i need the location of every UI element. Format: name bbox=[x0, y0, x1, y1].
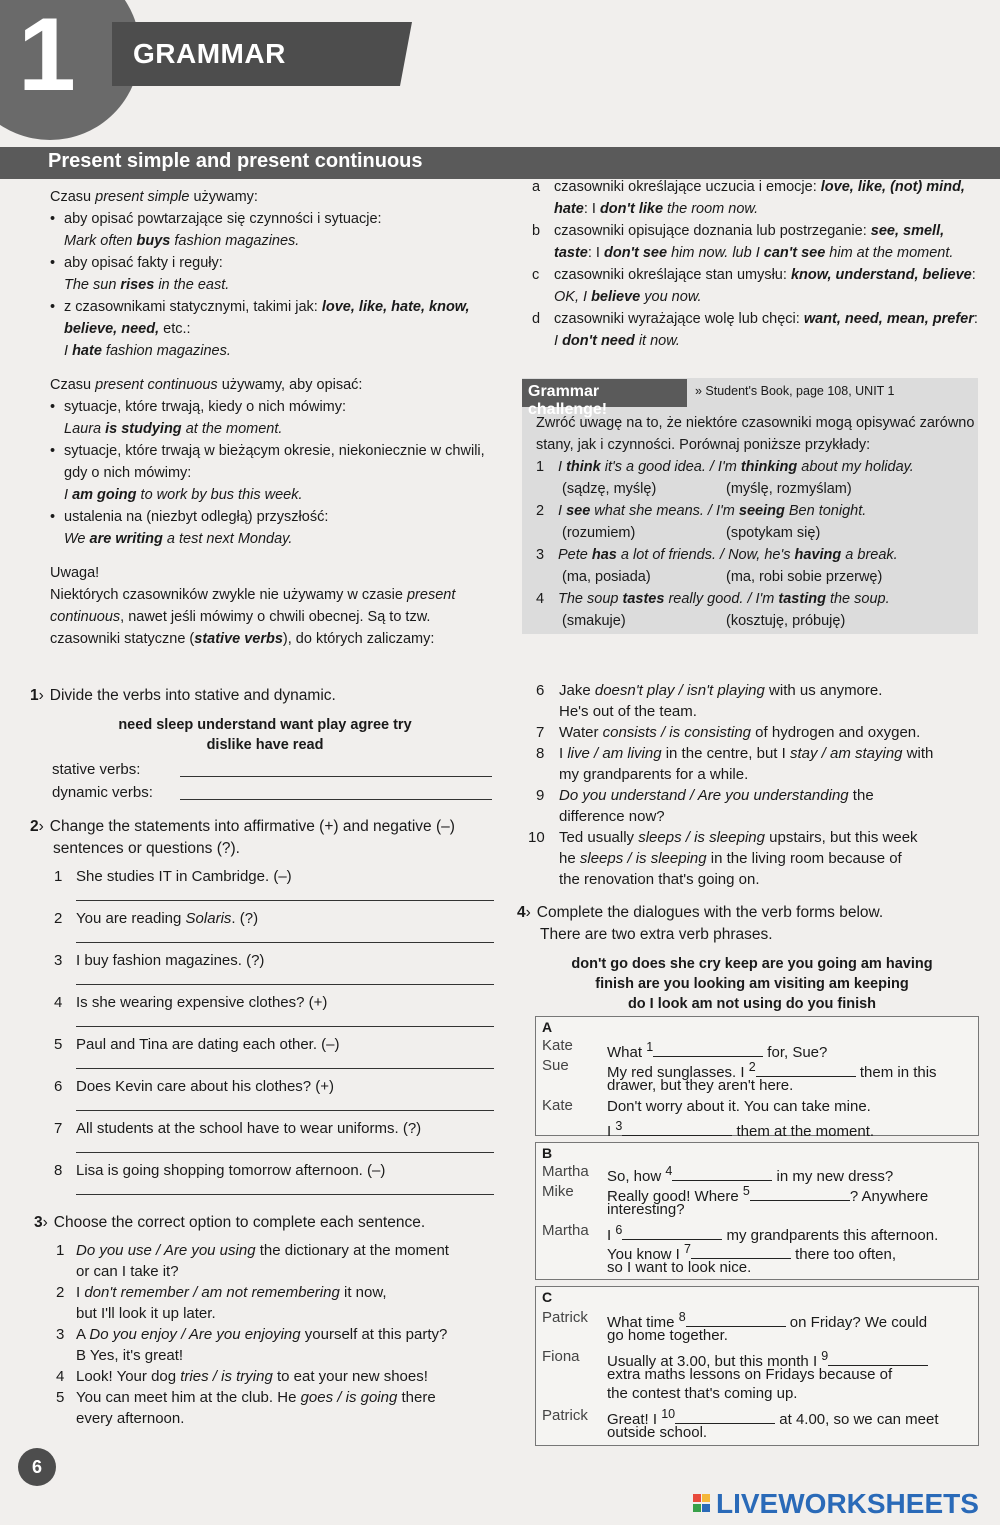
ex3-item-6[interactable]: 6 Jake doesn't play / isn't playing with us anymore. bbox=[536, 682, 883, 699]
challenge-item: 3 Pete has a lot of friends. / Now, he's having a break. bbox=[536, 547, 898, 563]
rule-b1: • aby opisać powtarzające się czynności i sytuacje: bbox=[50, 208, 485, 230]
stative-d: d czasowniki wyrażające wolę lub chęci: want, need, mean, prefer: bbox=[532, 311, 978, 327]
example-c2: I am going to work by bus this week. bbox=[64, 487, 303, 503]
exercise-4 bbox=[517, 902, 987, 1014]
ex3-item-2-cont: but I'll look it up later. bbox=[76, 1305, 216, 1322]
ex3-item-4[interactable]: 4 Look! Your dog tries / is trying to eat your new shoes! bbox=[56, 1368, 428, 1385]
gap-6[interactable] bbox=[622, 1226, 722, 1240]
section-title: Present simple and present continuous bbox=[48, 150, 423, 172]
dynamic-verbs-line[interactable] bbox=[180, 799, 492, 800]
dialogue-line: Really good! Where $^5$ ? Anywhere bbox=[607, 1184, 929, 1205]
cont-heading: Czasu present continuous używamy, aby opisać: bbox=[50, 377, 363, 393]
page-number: 6 bbox=[18, 1448, 56, 1486]
dialogue-line: outside school. bbox=[607, 1424, 708, 1441]
stative-a: a czasowniki określające uczucia i emocje: love, like, (not) mind, bbox=[532, 179, 965, 195]
dialogue-line: drawer, but they aren't here. bbox=[607, 1077, 794, 1094]
ex3-item-3-cont: B Yes, it's great! bbox=[76, 1347, 184, 1364]
dialogue-line: I $^3$ them at the moment. bbox=[607, 1119, 875, 1140]
challenge-item: 2 I see what she means. / I'm seeing Ben tonight. bbox=[536, 503, 867, 519]
gap-5[interactable] bbox=[750, 1187, 850, 1201]
challenge-content bbox=[536, 412, 975, 632]
ex1-instruction: 1› Divide the verbs into stative and dynamic. bbox=[30, 687, 336, 704]
stative-verbs-row: stative verbs: bbox=[30, 759, 500, 780]
ex3-item-1[interactable]: 1 Do you use / Are you using the dictionary at the moment bbox=[56, 1242, 449, 1259]
dialogue-a bbox=[535, 1016, 979, 1140]
note-line-1: Niektórych czasowników zwykle nie używamy w czasie present bbox=[50, 587, 456, 603]
stative-c: c czasowniki określające stan umysłu: know, understand, believe: bbox=[532, 267, 976, 283]
exercise-2 bbox=[30, 816, 500, 1202]
liveworksheets-logo[interactable]: LIVEWORKSHEETS bbox=[716, 1488, 979, 1519]
ex3-item-10-cont2: the renovation that's going on. bbox=[559, 871, 760, 888]
speaker: Fiona bbox=[542, 1348, 580, 1365]
ex3-item-2[interactable]: 2 I don't remember / am not remembering it now, bbox=[56, 1284, 387, 1301]
answer-line[interactable] bbox=[76, 1152, 494, 1153]
ex3-item-9-cont: difference now? bbox=[559, 808, 665, 825]
stative-b: b czasowniki opisujące doznania lub postrzeganie: see, smell, bbox=[532, 223, 945, 239]
unit-number: 1 bbox=[18, 0, 76, 113]
dialogue-line: Don't worry about it. You can take mine. bbox=[607, 1098, 871, 1115]
rule-b2: • aby opisać fakty i reguły: bbox=[50, 252, 485, 274]
students-book-ref: » Student's Book, page 108, UNIT 1 bbox=[695, 384, 895, 398]
rule-c2: • sytuacje, które trwają w bieżącym okresie, niekoniecznie w chwili, bbox=[50, 440, 485, 462]
dialogue-line: You know I $^7$ there too often, bbox=[607, 1242, 897, 1263]
rule-b3-cont: believe, need, etc.: bbox=[64, 321, 191, 337]
speaker: Kate bbox=[542, 1097, 573, 1114]
ex2-item: 8 Lisa is going shopping tomorrow afternoon. (–) bbox=[30, 1160, 500, 1202]
ex4-instruction-2: There are two extra verb phrases. bbox=[540, 926, 773, 943]
example-c1: Laura is studying at the moment. bbox=[64, 421, 283, 437]
liveworksheets-logo-icon bbox=[692, 1492, 712, 1516]
ex3-item-8[interactable]: 8 I live / am living in the centre, but I stay / am staying with bbox=[536, 745, 934, 762]
ex3-item-5[interactable]: 5 You can meet him at the club. He goes / is going there bbox=[56, 1389, 436, 1406]
ex3-item-7[interactable]: 7 Water consists / is consisting of hydrogen and oxygen. bbox=[536, 724, 921, 741]
ex3-item-6-cont: He's out of the team. bbox=[559, 703, 697, 720]
answer-line[interactable] bbox=[76, 1110, 494, 1111]
gap-4[interactable] bbox=[672, 1167, 772, 1181]
ex4-word-bank-1: don't go does she cry keep are you going am having bbox=[571, 956, 933, 972]
gap-10[interactable] bbox=[675, 1410, 775, 1424]
ex2-item: 5 Paul and Tina are dating each other. (–) bbox=[30, 1034, 500, 1076]
exercise-1 bbox=[30, 685, 500, 803]
ex3-item-10-cont: he sleeps / is sleeping in the living room because of bbox=[559, 850, 902, 867]
example-b3: I hate fashion magazines. bbox=[64, 343, 231, 359]
gap-2[interactable] bbox=[756, 1063, 856, 1077]
dialogue-b-letter: B bbox=[542, 1145, 553, 1161]
dynamic-verbs-row: dynamic verbs: bbox=[30, 782, 500, 803]
ex2-items bbox=[30, 866, 500, 1202]
ex3-item-9[interactable]: 9 Do you understand / Are you understanding the bbox=[536, 787, 874, 804]
ex2-item: 4 Is she wearing expensive clothes? (+) bbox=[30, 992, 500, 1034]
unit-title: GRAMMAR bbox=[133, 38, 286, 69]
ex3-item-1-cont: or can I take it? bbox=[76, 1263, 179, 1280]
challenge-gloss: (sądzę, myślę) (myślę, rozmyślam) bbox=[562, 481, 852, 497]
answer-line[interactable] bbox=[76, 984, 494, 985]
speaker: Martha bbox=[542, 1222, 589, 1239]
right-intro bbox=[532, 176, 978, 352]
answer-line[interactable] bbox=[76, 942, 494, 943]
example-b2: The sun rises in the east. bbox=[64, 277, 230, 293]
simple-heading: Czasu present simple używamy: bbox=[50, 189, 258, 205]
left-intro bbox=[50, 186, 485, 650]
answer-line[interactable] bbox=[76, 900, 494, 901]
example-c3: We are writing a test next Monday. bbox=[64, 531, 293, 547]
note-line-3: czasowniki statyczne (stative verbs), do których zaliczamy: bbox=[50, 631, 435, 647]
stative-c-ex: OK, I believe you now. bbox=[554, 289, 702, 305]
gap-7[interactable] bbox=[691, 1245, 791, 1259]
dialogue-line: the contest that's coming up. bbox=[607, 1385, 798, 1402]
gap-8[interactable] bbox=[686, 1313, 786, 1327]
stative-a-ex: hate: I don't like the room now. bbox=[554, 201, 759, 217]
ex4-word-bank-2: finish are you looking am visiting am keeping bbox=[595, 976, 909, 992]
dialogue-line: extra maths lessons on Fridays because of bbox=[607, 1366, 893, 1383]
gap-1[interactable] bbox=[653, 1043, 763, 1057]
ex2-item: 2 You are reading Solaris. (?) bbox=[30, 908, 500, 950]
ex2-instruction-2: sentences or questions (?). bbox=[53, 840, 240, 857]
challenge-gloss: (ma, posiada) (ma, robi sobie przerwę) bbox=[562, 569, 883, 585]
dialogue-b bbox=[535, 1142, 979, 1280]
ex3-items-right bbox=[528, 680, 986, 890]
answer-line[interactable] bbox=[76, 1026, 494, 1027]
gap-9[interactable] bbox=[828, 1352, 928, 1366]
dialogue-line: I $^6$ my grandparents this afternoon. bbox=[607, 1223, 939, 1244]
example-b1: Mark often buys fashion magazines. bbox=[64, 233, 300, 249]
challenge-gloss: (rozumiem) (spotykam się) bbox=[562, 525, 821, 541]
ex3-items-left bbox=[34, 1240, 504, 1429]
stative-d-ex: I don't need it now. bbox=[554, 333, 680, 349]
note-line-2: continuous, nawet jeśli mówimy o chwili obecnej. Są to tzw. bbox=[50, 609, 431, 625]
stative-b-ex: taste: I don't see him now. lub I can't see him at the moment. bbox=[554, 245, 954, 261]
dialogue-line: so I want to look nice. bbox=[607, 1259, 752, 1276]
challenge-intro-2: stany, jak i czynności. Porównaj poniższe przykłady: bbox=[536, 437, 871, 453]
dialogue-line: Great! I $^{10}$ at 4.00, so we can meet bbox=[607, 1407, 939, 1428]
dialogue-line: What $^1$ for, Sue? bbox=[607, 1040, 828, 1061]
dialogue-line: interesting? bbox=[607, 1201, 685, 1218]
dialogue-c-letter: C bbox=[542, 1289, 553, 1305]
ex3-item-10[interactable]: 10 Ted usually sleeps / is sleeping upstairs, but this week bbox=[528, 829, 918, 846]
speaker: Mike bbox=[542, 1183, 574, 1200]
dialogue-line: Usually at 3.00, but this month I $^9$ bbox=[607, 1346, 928, 1372]
note-title: Uwaga! bbox=[50, 565, 100, 581]
ex1-word-bank-2: dislike have read bbox=[206, 737, 324, 753]
ex4-word-bank-3: do I look am not using do you finish bbox=[627, 996, 877, 1012]
dialogue-a-letter: A bbox=[542, 1019, 553, 1035]
rule-b3: • z czasownikami statycznymi, takimi jak: love, like, hate, know, bbox=[50, 296, 485, 318]
speaker: Kate bbox=[542, 1037, 573, 1054]
ex2-item: 7 All students at the school have to wear uniforms. (?) bbox=[30, 1118, 500, 1160]
ex2-instruction-1: 2› Change the statements into affirmative (+) and negative (–) bbox=[30, 818, 455, 835]
ex3-item-3[interactable]: 3 A Do you enjoy / Are you enjoying yourself at this party? bbox=[56, 1326, 448, 1343]
speaker: Martha bbox=[542, 1163, 589, 1180]
dialogue-line: What time $^8$ on Friday? We could bbox=[607, 1310, 928, 1331]
challenge-items bbox=[536, 456, 972, 632]
challenge-intro-1: Zwróć uwagę na to, że niektóre czasowniki mogą opisywać zarówno bbox=[536, 415, 975, 431]
exercise-3 bbox=[34, 1212, 504, 1429]
dialogue-c bbox=[535, 1286, 979, 1446]
dialogue-line: So, how $^4$ in my new dress? bbox=[607, 1164, 894, 1185]
ex2-item: 1 She studies IT in Cambridge. (–) bbox=[30, 866, 500, 908]
rule-c1: • sytuacje, które trwają, kiedy o nich mówimy: bbox=[50, 396, 485, 418]
ex2-item: 3 I buy fashion magazines. (?) bbox=[30, 950, 500, 992]
dialogue-line: go home together. bbox=[607, 1327, 728, 1344]
challenge-gloss: (smakuje) (kosztuję, próbuję) bbox=[562, 613, 846, 629]
ex4-instruction-1: 4› Complete the dialogues with the verb forms below. bbox=[517, 904, 884, 921]
ex3-item-8-cont: my grandparents for a while. bbox=[559, 766, 749, 783]
gap-3[interactable] bbox=[622, 1122, 732, 1136]
grammar-challenge-label: Grammar challenge! bbox=[522, 379, 687, 407]
ex3-item-5-cont: every afternoon. bbox=[76, 1410, 185, 1427]
speaker: Patrick bbox=[542, 1309, 588, 1326]
stative-verbs-line[interactable] bbox=[180, 776, 492, 777]
rule-c2-cont: gdy o nich mówimy: bbox=[64, 465, 192, 481]
ex1-word-bank-1: need sleep understand want play agree try bbox=[118, 717, 412, 733]
answer-line[interactable] bbox=[76, 1194, 494, 1195]
speaker: Sue bbox=[542, 1057, 569, 1074]
dialogue-line: My red sunglasses. I $^2$ them in this bbox=[607, 1060, 937, 1081]
ex2-item: 6 Does Kevin care about his clothes? (+) bbox=[30, 1076, 500, 1118]
challenge-item: 4 The soup tastes really good. / I'm tasting the soup. bbox=[536, 591, 890, 607]
answer-line[interactable] bbox=[76, 1068, 494, 1069]
ex3-instruction: 3› Choose the correct option to complete each sentence. bbox=[34, 1214, 426, 1231]
challenge-item: 1 I think it's a good idea. / I'm thinking about my holiday. bbox=[536, 459, 914, 475]
rule-c3: • ustalenia na (niezbyt odległą) przyszłość: bbox=[50, 506, 485, 528]
speaker: Patrick bbox=[542, 1407, 588, 1424]
